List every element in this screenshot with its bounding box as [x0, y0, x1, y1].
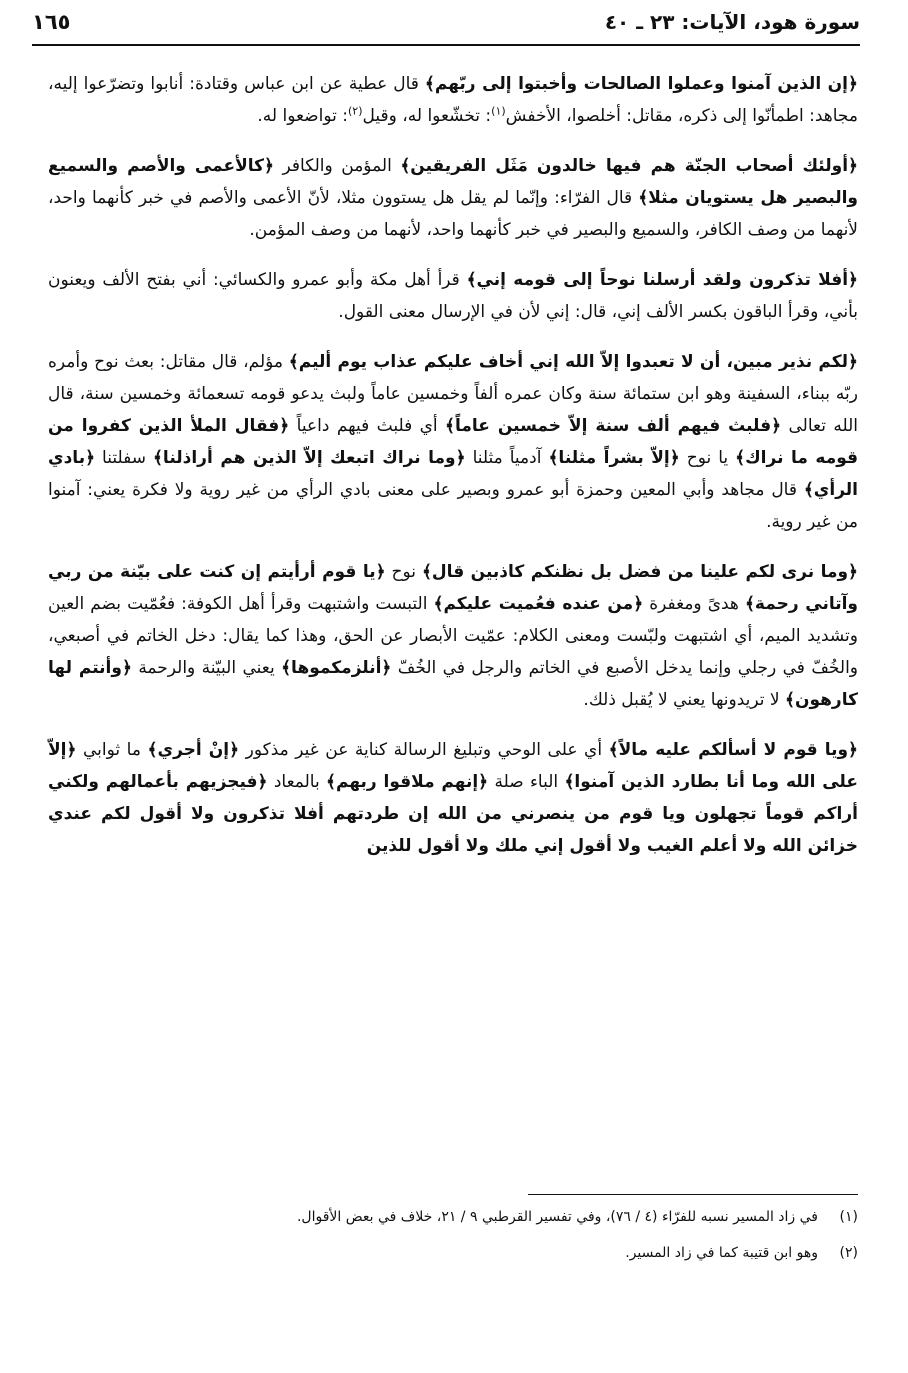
- commentary-text: قال عطية عن ابن عباس وقتادة: أنابوا وتضرّعوا إليه، مجاهد: اطمأنّوا إلى ذكره، مقاتل: أخلصوا، الأخفش: [48, 74, 858, 126]
- commentary-text: الباء صلة: [488, 772, 565, 792]
- footnote-text: وهو ابن قتيبة كما في زاد المسير.: [625, 1245, 818, 1261]
- quran-verse: ﴿فقال الملأ الذين كفروا من قومه ما نراك﴾: [48, 416, 859, 468]
- page-number: ١٦٥: [32, 10, 71, 34]
- quran-verse: ﴿إن الذين آمنوا وعملوا الصالحات وأخبتوا إلى ربّهم﴾: [424, 74, 858, 94]
- commentary-text: أي فلبث فيهم داعياً: [289, 416, 446, 436]
- footnote-ref: (٢): [348, 104, 363, 118]
- quran-verse: ﴿ويا قوم لا أسألكم عليه مالاً﴾: [608, 740, 858, 760]
- commentary-text: يعني البيّنة والرحمة: [131, 658, 282, 678]
- commentary-text: آدمياً مثلنا: [465, 448, 549, 468]
- quran-verse: ﴿وما نرى لكم علينا من فضل بل نظنكم كاذبين قال﴾: [421, 562, 859, 582]
- paragraph: [48, 150, 858, 246]
- quran-verse: ﴿يا قوم أرأيتم إن كنت على بيّنة من ربي وآتاني رحمة﴾: [48, 562, 858, 614]
- footnote: [50, 1242, 858, 1264]
- commentary-text: قال مجاهد وأبي المعين وحمزة أبو عمرو وبصير على معنى بادي الرأي من غير روية ولا فكرة يعني: آمنوا من غير روية.: [48, 480, 858, 532]
- quran-verse: ﴿أفلا تذكرون ولقد أرسلنا نوحاً إلى قومه إني﴾: [466, 270, 858, 290]
- commentary-text: أي على الوحي وتبليغ الرسالة كناية عن غير مذكور: [239, 740, 609, 760]
- commentary-text: هدىً ومغفرة: [643, 594, 745, 614]
- commentary-text: قال الفرّاء: وإنّما لم يقل هل يستوون مثلا، لأنّ الأعمى والأصم في خبر كأنهما واحد، لأنهما من وصف الكافر، والسميع والبصير في خبر كأنهما واحد، لأنهما من وصف المؤمن.: [48, 188, 858, 240]
- quran-verse: ﴿لكم نذير مبين، أن لا تعبدوا إلاّ الله إني أخاف عليكم عذاب يوم أليم﴾: [288, 352, 858, 372]
- commentary-text: : تواضعوا له.: [257, 106, 348, 126]
- quran-verse: ﴿أولئك أصحاب الجنّة هم فيها خالدون مَثَل الفريقين﴾: [400, 156, 858, 176]
- page-header: [32, 10, 860, 46]
- commentary-text: يا نوح: [679, 448, 736, 468]
- commentary-text: : تخشّعوا له، وقيل: [362, 106, 492, 126]
- quran-verse: ﴿فلبث فيهم ألف سنة إلاّ خمسين عاماً﴾: [445, 416, 782, 436]
- quran-verse: ﴿أنلزمكموها﴾: [281, 658, 392, 678]
- footnote-ref: (١): [491, 104, 506, 118]
- page-body: [48, 68, 858, 880]
- quran-verse: ﴿وما نراك اتبعك إلاّ الذين هم أراذلنا﴾: [152, 448, 466, 468]
- footnotes: [50, 1206, 858, 1278]
- quran-verse: ﴿من عنده فعُميت عليكم﴾: [433, 594, 644, 614]
- quran-verse: ﴿فيجزيهم بأعمالهم ولكني أراكم قوماً تجهلون ويا قوم من ينصرني من الله إن طردتهم أفلا تذكرون ولا أقول لكم عندي خزائن الله ولا أعلم الغيب ولا أقول إني ملك ولا أقول للذين: [48, 772, 858, 856]
- commentary-text: سفلتنا: [95, 448, 153, 468]
- paragraph: [48, 346, 858, 538]
- quran-verse: ﴿إلاّ بشراً مثلنا﴾: [548, 448, 680, 468]
- footnote-number: (٢): [839, 1245, 858, 1261]
- paragraph: [48, 734, 858, 862]
- quran-verse: ﴿كالأعمى والأصم والسميع والبصير هل يستويان مثلا﴾: [48, 156, 858, 208]
- quran-verse: ﴿إنهم ملاقوا ربهم﴾: [326, 772, 489, 792]
- quran-verse: ﴿إنْ أجري﴾: [147, 740, 240, 760]
- commentary-text: قرأ أهل مكة وأبو عمرو والكسائي: أني بفتح الألف ويعنون بأني، وقرأ الباقون بكسر الألف إني، قال: إني لأن في الإرسال معنى القول.: [48, 270, 858, 322]
- quran-verse: ﴿وأنتم لها كارهون﴾: [48, 658, 858, 710]
- commentary-text: المؤمن والكافر: [274, 156, 401, 176]
- commentary-text: مؤلم، قال مقاتل: بعث نوح وأمره ربّه ببناء، السفينة وهو ابن ستمائة سنة وكان عمره ألفاً وخمسين عاماً ولبث يدعو قومه تسعمائة وخمسين سنة، قال الله تعالى: [48, 352, 859, 436]
- paragraph: [48, 264, 858, 328]
- paragraph: [48, 68, 858, 132]
- paragraph: [48, 556, 858, 716]
- running-title: سورة هود، الآيات: ٢٣ ـ ٤٠: [604, 10, 860, 34]
- quran-verse: ﴿بادي الرأي﴾: [48, 448, 858, 500]
- commentary-text: نوح: [385, 562, 422, 582]
- commentary-text: التبست واشتبهت وقرأ أهل الكوفة: فعُمّيت بضم العين وتشديد الميم، أي اشتبهت ولبّست ومعنى الكلام: عمّيت الأبصار عن الحق، وهذا كما يقال: دخل الخاتم في أصبعي، والخُفّ في رجلي وإنما يدخل الأصبع في الخاتم والرجل في الخُفّ: [48, 594, 859, 678]
- commentary-text: ما ثوابي: [76, 740, 148, 760]
- footnote-number: (١): [839, 1209, 858, 1225]
- commentary-text: لا تريدونها يعني لا يُقبل ذلك.: [583, 690, 786, 710]
- commentary-text: بالمعاد: [267, 772, 327, 792]
- footnote-text: في زاد المسير نسبه للفرّاء (٤ / ٧٦)، وفي تفسير القرطبي ٩ / ٢١، خلاف في بعض الأقوال.: [296, 1209, 818, 1225]
- footnote-separator: [528, 1194, 858, 1195]
- quran-verse: ﴿إلاّ على الله وما أنا بطارد الذين آمنوا﴾: [48, 740, 858, 792]
- footnote: [50, 1206, 858, 1228]
